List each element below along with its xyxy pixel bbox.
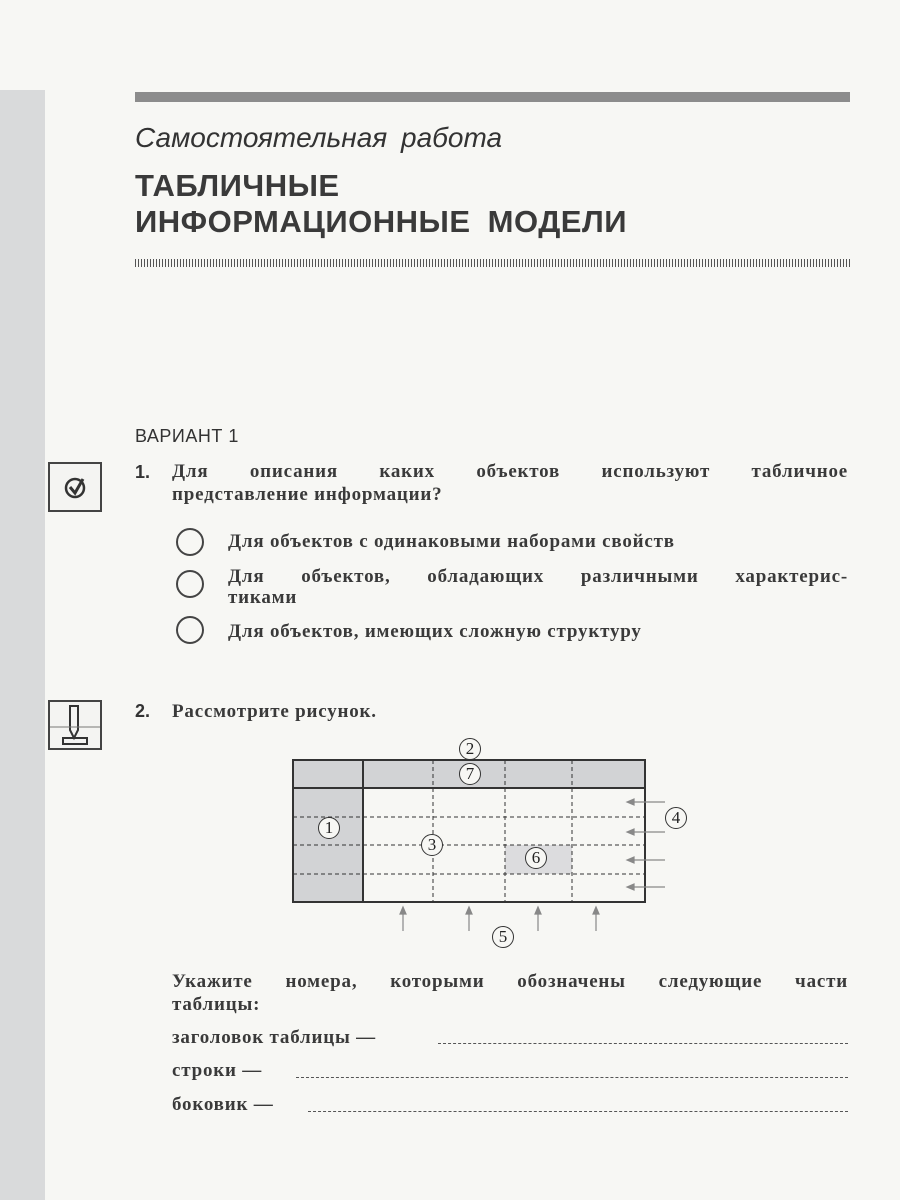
answer-label-stub: боковик —: [172, 1094, 274, 1115]
task-type-icon-box: [48, 700, 102, 750]
task-type-icon-box: [48, 462, 102, 512]
question-text: Рассмотрите рисунок.: [172, 701, 377, 722]
variant-label: ВАРИАНТ 1: [135, 426, 239, 446]
answer-field-rows[interactable]: [296, 1077, 848, 1078]
answer-field-stub[interactable]: [308, 1111, 848, 1112]
option-label-1: Для объектов с одинаковыми наборами свойств: [228, 531, 675, 552]
check-circle-icon: [50, 464, 100, 510]
question-text-cont: представление информации?: [172, 484, 443, 505]
pencil-write-icon: [50, 702, 100, 748]
figure-label-7: 7: [459, 763, 481, 785]
page-margin-strip: [0, 90, 45, 1200]
question-number: 2.: [135, 701, 151, 721]
option-radio-2[interactable]: [176, 570, 204, 598]
figure-label-5: 5: [492, 926, 514, 948]
page-title-line1: ТАБЛИЧНЫЕ: [135, 168, 340, 203]
instruction-text: Укажите номера, которыми обозначены следующие части: [172, 971, 848, 992]
page-subtitle: Самостоятельная работа: [135, 122, 503, 153]
option-radio-3[interactable]: [176, 616, 204, 644]
figure-label-4: 4: [665, 807, 687, 829]
answer-label-rows: строки —: [172, 1060, 263, 1081]
option-label-2: Для объектов, обладающих различными характерис-: [228, 566, 848, 587]
option-radio-1[interactable]: [176, 528, 204, 556]
question-number: 1.: [135, 462, 151, 482]
header-bar: [135, 92, 850, 102]
instruction-text-cont: таблицы:: [172, 994, 261, 1015]
page-title-line2: ИНФОРМАЦИОННЫЕ МОДЕЛИ: [135, 204, 627, 239]
figure-label-1: 1: [318, 817, 340, 839]
option-label-2-cont: тиками: [228, 587, 298, 608]
option-label-3: Для объектов, имеющих сложную структуру: [228, 621, 642, 642]
figure-label-6: 6: [525, 847, 547, 869]
title-divider: [135, 259, 850, 267]
figure-label-2: 2: [459, 738, 481, 760]
figure-label-3: 3: [421, 834, 443, 856]
answer-label-table-title: заголовок таблицы —: [172, 1027, 376, 1048]
question-text: Для описания каких объектов используют табличное: [172, 461, 848, 482]
table-structure-figure: [280, 735, 700, 950]
answer-field-table-title[interactable]: [438, 1043, 848, 1044]
